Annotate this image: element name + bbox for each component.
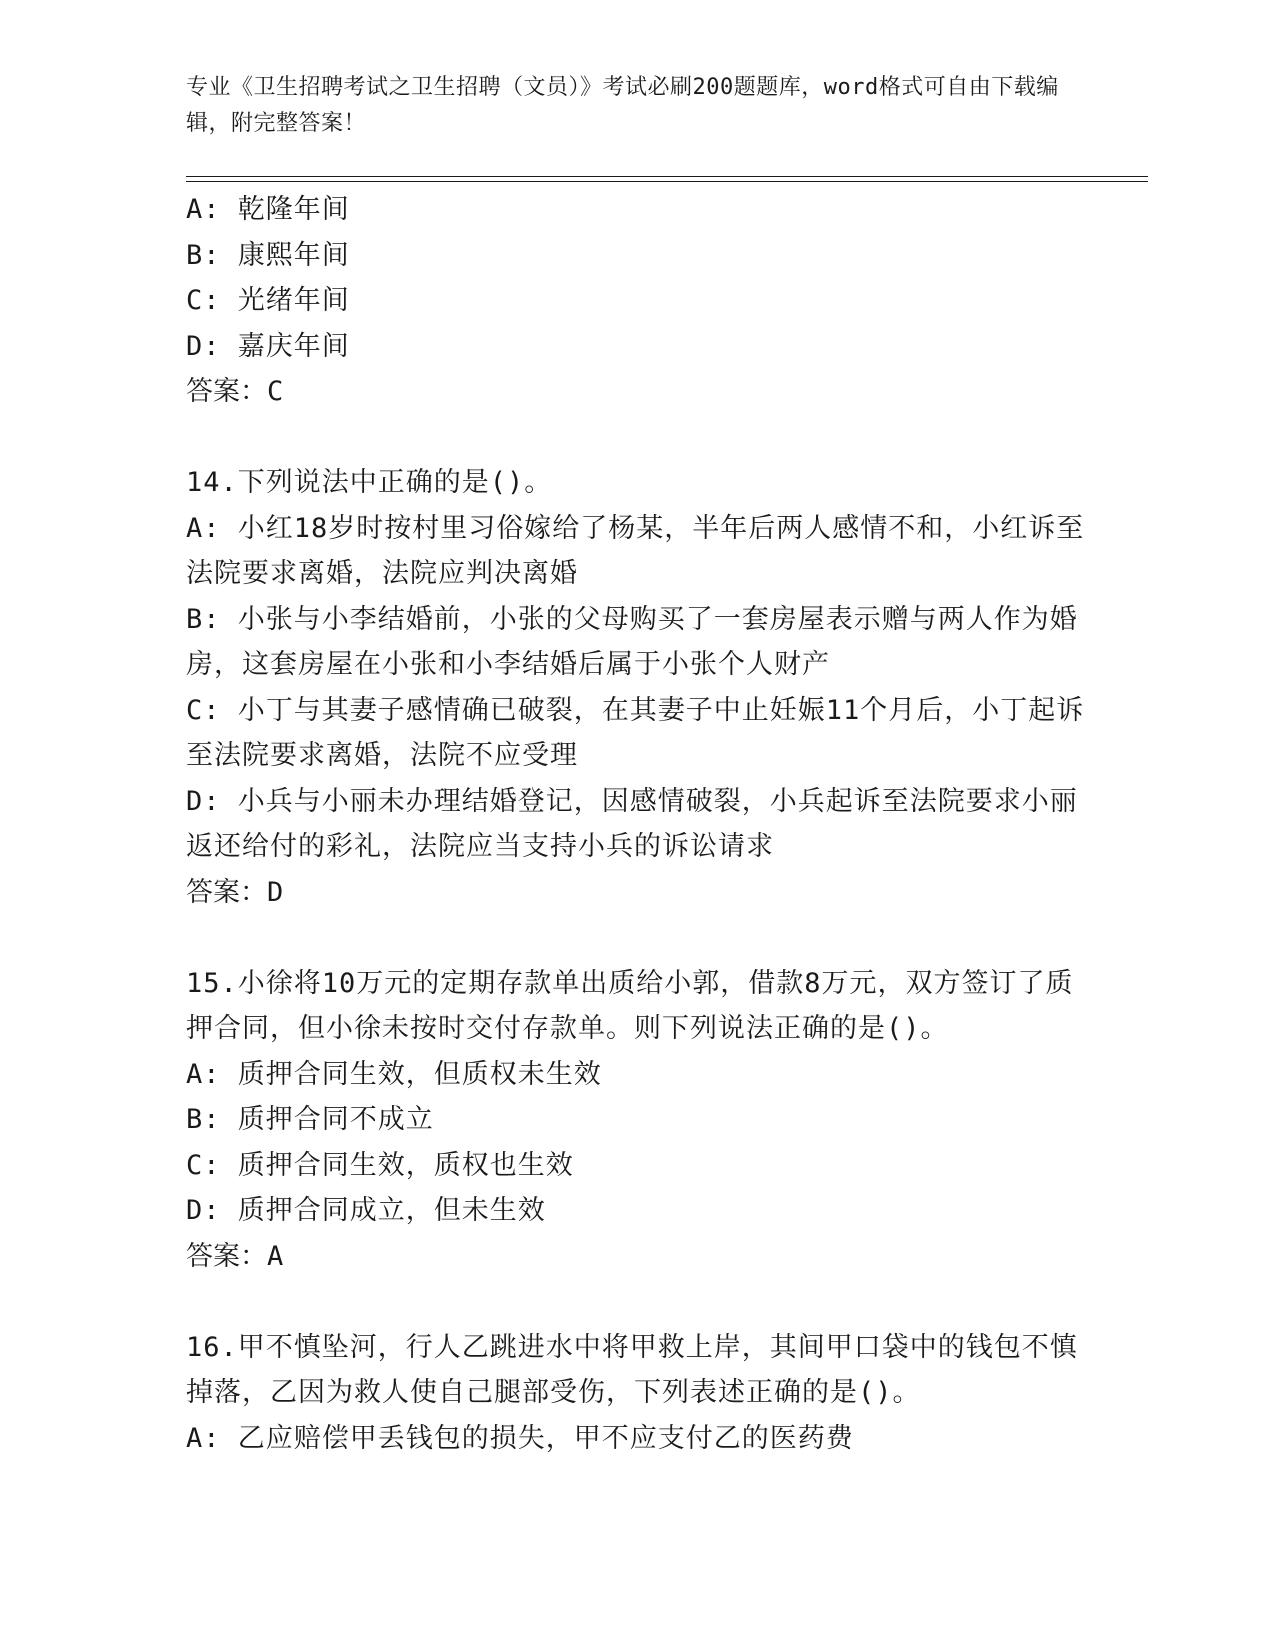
q16-option-a: A: 乙应赔偿甲丢钱包的损失，甲不应支付乙的医药费 [186, 1422, 854, 1454]
q14-answer [186, 870, 1086, 916]
q15-answer [186, 1234, 1086, 1280]
question-15-block [186, 961, 1086, 1280]
q13-option-c: C: 光绪年间 [186, 285, 350, 316]
spacer [186, 1279, 1086, 1325]
question-16-block [186, 1325, 1086, 1462]
q15-option-c: C: 质押合同生效，质权也生效 [186, 1149, 574, 1181]
q16-stem: 16.甲不慎坠河，行人乙跳进水中将甲救上岸，其间甲口袋中的钱包不慎掉落，乙因为救人使自己腿部受伤，下列表述正确的是()。 [186, 1331, 1078, 1408]
q13-answer [186, 369, 1086, 415]
question-14-block [186, 460, 1086, 915]
header-divider-top [186, 176, 1148, 177]
q14-option-c: C: 小丁与其妻子感情确已破裂，在其妻子中止妊娠11个月后，小丁起诉至法院要求离婚，法院不应受理 [186, 694, 1085, 771]
question-13-block [186, 187, 1086, 415]
q14-option-b: B: 小张与小李结婚前，小张的父母购买了一套房屋表示赠与两人作为婚房，这套房屋在小张和小李结婚后属于小张个人财产 [186, 603, 1078, 680]
q14-option-d: D: 小兵与小丽未办理结婚登记，因感情破裂，小兵起诉至法院要求小丽返还给付的彩礼，法院应当支持小兵的诉讼请求 [186, 785, 1078, 862]
q13-option-b: B: 康熙年间 [186, 239, 350, 271]
q15-answer-value: A [267, 1240, 285, 1272]
q15-answer-label: 答案： [186, 1240, 267, 1272]
q15-stem: 15.小徐将10万元的定期存款单出质给小郭，借款8万元，双方签订了质押合同，但小徐未按时交付存款单。则下列说法正确的是()。 [186, 967, 1074, 1044]
q14-option-a: A: 小红18岁时按村里习俗嫁给了杨某，半年后两人感情不和，小红诉至法院要求离婚，法院应判决离婚 [186, 512, 1085, 589]
q14-answer-label: 答案： [186, 876, 267, 908]
document-header: 专业《卫生招聘考试之卫生招聘（文员）》考试必刷200题题库，word格式可自由下载编辑，附完整答案！ [186, 75, 1059, 136]
header-divider-bottom [186, 181, 1148, 182]
q13-answer-label: 答案： [186, 376, 267, 407]
q15-option-b: B: 质押合同不成立 [186, 1104, 434, 1135]
q15-option-a: A: 质押合同生效，但质权未生效 [186, 1058, 602, 1090]
q13-option-d: D: 嘉庆年间 [186, 330, 350, 362]
q14-answer-value: D [267, 876, 285, 908]
spacer [186, 915, 1086, 961]
q13-answer-value: C [267, 376, 285, 407]
spacer [186, 415, 1086, 461]
q14-stem: 14.下列说法中正确的是()。 [186, 467, 553, 498]
q13-option-a: A: 乾隆年间 [186, 194, 350, 225]
document-body [186, 187, 1086, 1461]
q15-option-d: D: 质押合同成立，但未生效 [186, 1195, 546, 1226]
